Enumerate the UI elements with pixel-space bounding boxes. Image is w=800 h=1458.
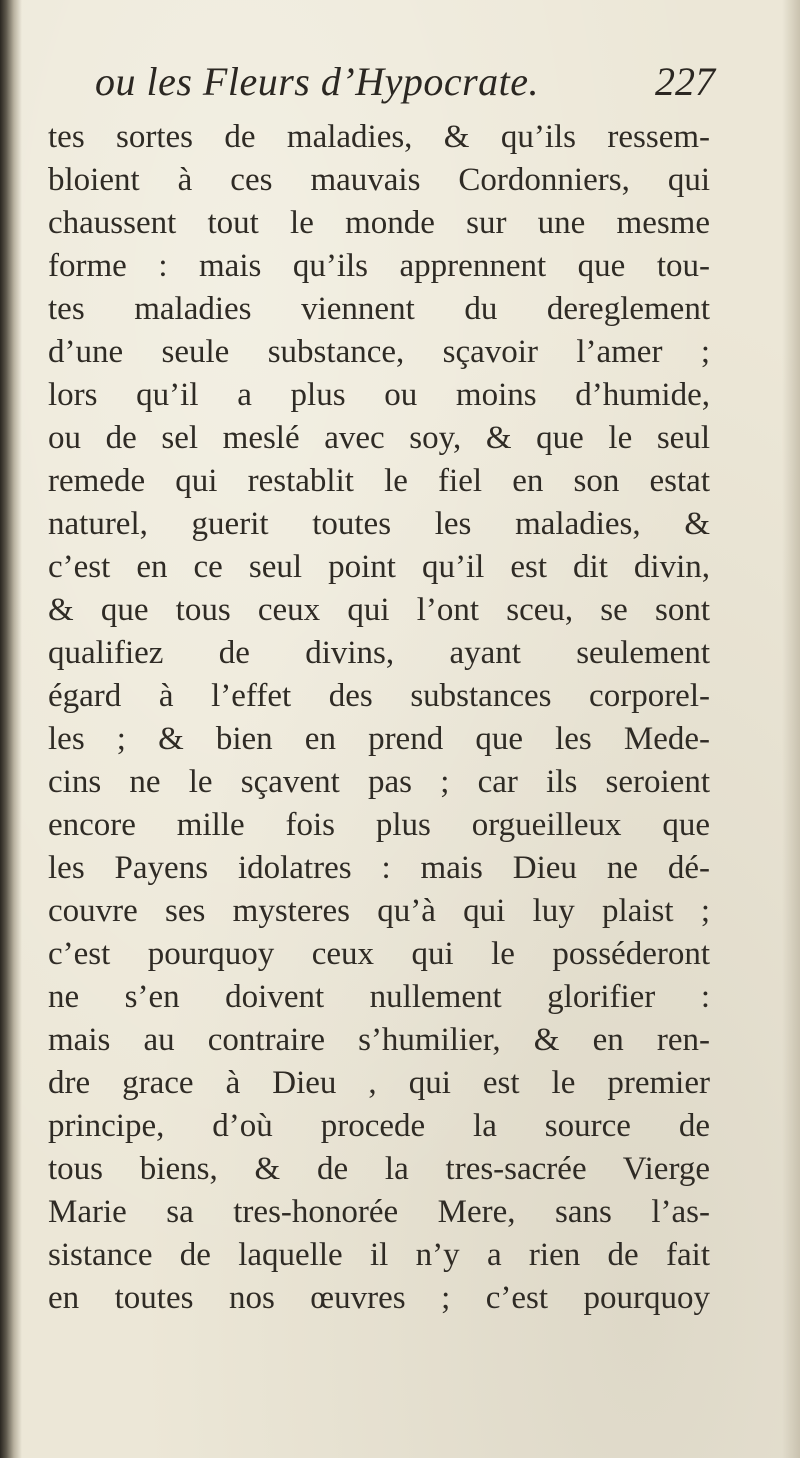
text-line: c’est en ce seul point qu’il est dit divin, [48, 549, 710, 585]
text-line: chaussent tout le monde sur une mesme [48, 205, 710, 241]
text-line: les ; & bien en prend que les Mede- [48, 721, 710, 757]
text-line: principe, d’où procede la source de [48, 1108, 710, 1144]
text-line: qualifiez de divins, ayant seulement [48, 635, 710, 671]
text-line: ou de sel meslé avec soy, & que le seul [48, 420, 710, 456]
text-line: forme : mais qu’ils apprennent que tou- [48, 248, 710, 284]
text-line: tes sortes de maladies, & qu’ils ressem- [48, 119, 710, 155]
text-line: les Payens idolatres : mais Dieu ne dé- [48, 850, 710, 886]
text-line: & que tous ceux qui l’ont sceu, se sont [48, 592, 710, 628]
text-line: naturel, guerit toutes les maladies, & [48, 506, 710, 542]
text-line: tous biens, & de la tres-sacrée Vierge [48, 1151, 710, 1187]
text-line: encore mille fois plus orgueilleux que [48, 807, 710, 843]
text-line: c’est pourquoy ceux qui le posséderont [48, 936, 710, 972]
page-number: 227 [655, 59, 715, 104]
text-line: bloient à ces mauvais Cordonniers, qui [48, 162, 710, 198]
text-line: cins ne le sçavent pas ; car ils seroient [48, 764, 710, 800]
binding-edge [0, 0, 22, 1458]
text-line: remede qui restablit le fiel en son estat [48, 463, 710, 499]
text-line: ne s’en doivent nullement glorifier : [48, 979, 710, 1015]
text-line: sistance de laquelle il n’y a rien de fait [48, 1237, 710, 1273]
body-text [48, 116, 710, 1320]
page-header [95, 58, 715, 110]
text-line: tes maladies viennent du dereglement [48, 291, 710, 327]
page-edge [782, 0, 800, 1458]
text-line: couvre ses mysteres qu’à qui luy plaist ; [48, 893, 710, 929]
text-line: dre grace à Dieu , qui est le premier [48, 1065, 710, 1101]
text-line: d’une seule substance, sçavoir l’amer ; [48, 334, 710, 370]
text-line: lors qu’il a plus ou moins d’humide, [48, 377, 710, 413]
running-title: ou les Fleurs d’Hypocrate. [95, 59, 540, 104]
text-line: égard à l’effet des substances corporel- [48, 678, 710, 714]
text-line: mais au contraire s’humilier, & en ren- [48, 1022, 710, 1058]
text-line: en toutes nos œuvres ; c’est pourquoy [48, 1280, 710, 1316]
text-line: Marie sa tres-honorée Mere, sans l’as- [48, 1194, 710, 1230]
